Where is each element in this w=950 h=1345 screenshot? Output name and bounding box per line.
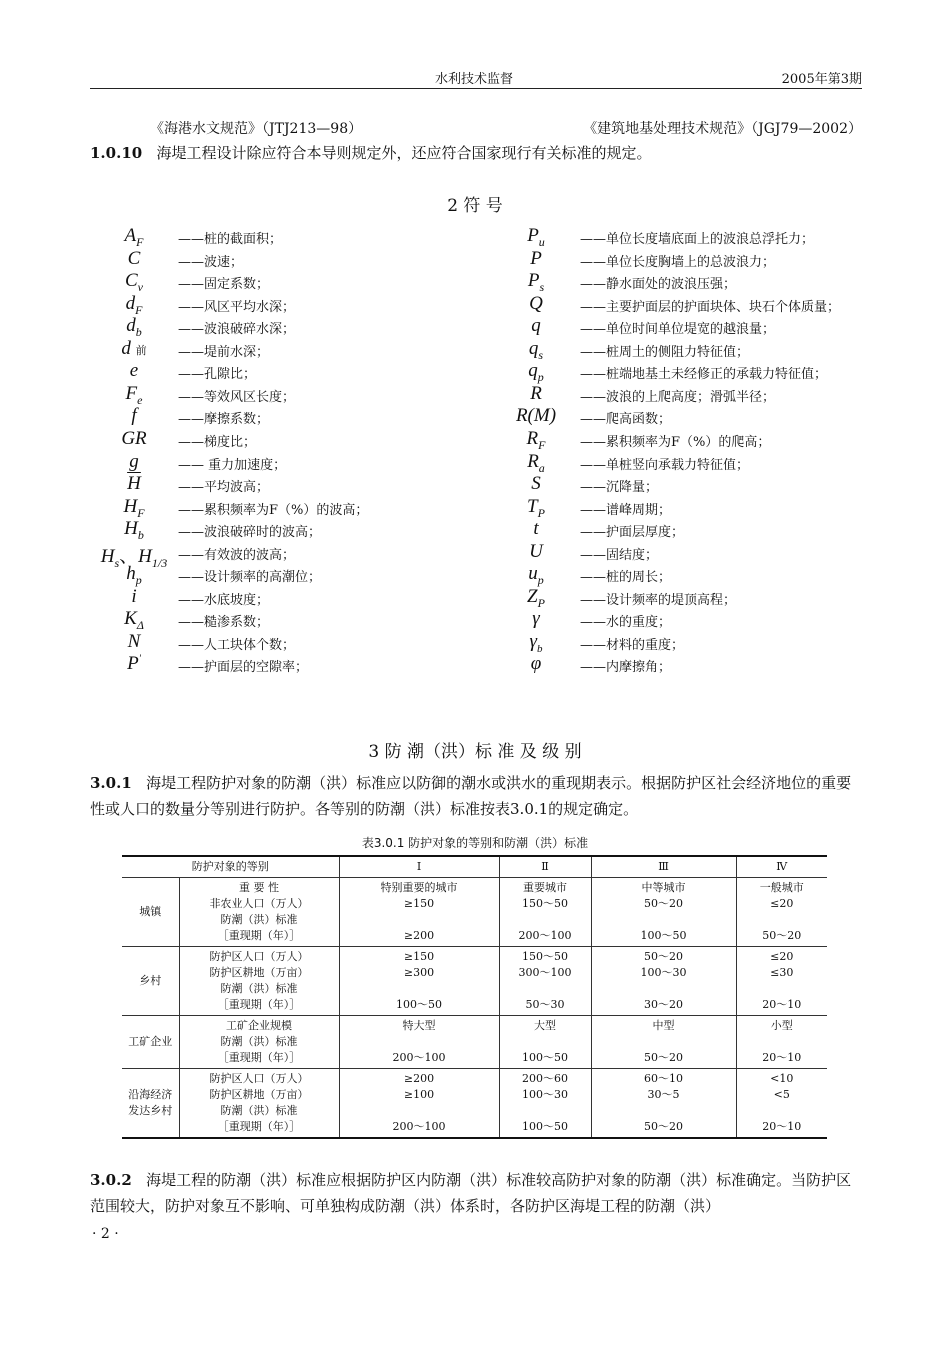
category-cell: 乡村 bbox=[122, 947, 179, 1016]
category-cell: 沿海经济发达乡村 bbox=[122, 1069, 179, 1139]
symbol-description: ——波浪破碎水深； bbox=[178, 322, 296, 338]
clause-text: 海堤工程防护对象的防潮（洪）标准应以防御的潮水或洪水的重现期表示。根据防护区社会经济地位的重要性或人口的数量分等别进行防护。各等别的防潮（洪）标准按表3.0.1的规定确定。 bbox=[90, 774, 852, 818]
symbol-description: ——材料的重度； bbox=[580, 637, 685, 653]
symbol-description: ——波速； bbox=[178, 254, 244, 270]
journal-title: 水利技术监督 bbox=[435, 72, 514, 87]
symbol-description: ——静水面处的波浪压强； bbox=[580, 277, 737, 293]
value-cell bbox=[499, 1016, 591, 1069]
header-cell: Ⅰ bbox=[339, 856, 499, 878]
symbol-description: ——堤前水深； bbox=[178, 344, 270, 360]
value-line: 50～20 bbox=[644, 950, 683, 963]
value-line: 大型 bbox=[534, 1019, 556, 1032]
symbol: f bbox=[131, 405, 137, 427]
standard-value: 200～100 bbox=[392, 1051, 446, 1064]
symbol-description: ——桩端地基土未经修正的承载力特征值； bbox=[580, 367, 828, 383]
standard-value: 200～100 bbox=[392, 1120, 446, 1133]
symbol: $\gamma_b$ bbox=[529, 630, 543, 655]
symbol-description: ——人工块体个数； bbox=[178, 637, 296, 653]
symbol: $u_p$ bbox=[528, 563, 544, 588]
symbol: $H_s$、$H_{1/3}$ bbox=[100, 545, 168, 570]
symbol: R bbox=[530, 382, 542, 404]
value-cell bbox=[499, 947, 591, 1016]
header-cell: 防护对象的等别 bbox=[122, 856, 339, 878]
item-line: 工矿企业规模 bbox=[226, 1019, 292, 1032]
symbol: d 前 bbox=[121, 337, 147, 359]
value-cell bbox=[736, 878, 827, 947]
item-line: ［重现期（年）］ bbox=[217, 998, 301, 1011]
symbol: $R_F$ bbox=[526, 427, 546, 452]
symbol-description: ——桩的截面积； bbox=[178, 232, 283, 247]
item-line: 防护区人口（万人） bbox=[209, 950, 309, 963]
symbol: $F_e$ bbox=[125, 382, 143, 407]
symbol-description: ——固定系数； bbox=[178, 277, 270, 293]
symbol-description: ——爬高函数； bbox=[580, 412, 672, 428]
symbol: $C_v$ bbox=[124, 270, 143, 294]
item-line: ［重现期（年）］ bbox=[217, 929, 301, 942]
item-line: 非农业人口（万人） bbox=[209, 897, 309, 910]
standard-value: 50～20 bbox=[762, 929, 802, 942]
symbol-description: ——桩周土的侧阻力特征值； bbox=[580, 344, 750, 360]
standard-value: ≥200 bbox=[403, 929, 435, 942]
symbol: $A_F$ bbox=[124, 225, 144, 249]
symbol-description: ——累积频率为F（%）的波高； bbox=[178, 502, 369, 518]
running-header bbox=[90, 66, 862, 89]
standards-table bbox=[122, 855, 827, 1139]
symbol: φ bbox=[530, 653, 542, 675]
standard-value: 100～50 bbox=[522, 1120, 568, 1133]
page-number: · 2 · bbox=[92, 1226, 119, 1242]
symbol: C bbox=[127, 247, 141, 269]
symbol-description: ——梯度比； bbox=[178, 434, 257, 450]
standard-value: 100～50 bbox=[396, 998, 442, 1011]
clause-text: 海堤工程的防潮（洪）标准应根据防护区内防潮（洪）标准较高防护对象的防潮（洪）标准确定。当防护区范围较大，防护对象互不影响、可单独构成防潮（洪）体系时，各防护区海堤工程的防潮（洪） bbox=[90, 1171, 852, 1215]
symbol: P' bbox=[127, 653, 141, 675]
table-header-row bbox=[122, 856, 827, 878]
item-line: 防潮（洪）标准 bbox=[220, 1104, 298, 1117]
symbol: P bbox=[530, 247, 542, 269]
clause-text: 海堤工程设计除应符合本导则规定外，还应符合国家现行有关标准的规定。 bbox=[156, 144, 652, 162]
symbol: $Z_P$ bbox=[527, 585, 545, 610]
value-line: ≥200 bbox=[403, 1072, 435, 1085]
item-cell bbox=[179, 1069, 339, 1139]
symbol-description: ——糙渗系数； bbox=[178, 615, 270, 631]
value-line: 100～30 bbox=[640, 966, 687, 979]
category-cell: 工矿企业 bbox=[122, 1016, 179, 1069]
symbol-description: ——谱峰周期； bbox=[580, 502, 672, 518]
value-cell bbox=[339, 1069, 499, 1139]
symbol-description: ——摩擦系数； bbox=[178, 412, 270, 428]
symbol-description: ——风区平均水深； bbox=[178, 299, 296, 315]
symbol-description: ——波浪破碎时的波高； bbox=[178, 525, 322, 541]
value-line: 一般城市 bbox=[759, 881, 804, 894]
symbol-description: ——累积频率为F（%）的爬高； bbox=[580, 434, 771, 450]
item-line: 防潮（洪）标准 bbox=[220, 1035, 298, 1048]
symbol: Q bbox=[529, 292, 543, 314]
item-line: 防潮（洪）标准 bbox=[220, 982, 298, 995]
value-cell bbox=[736, 947, 827, 1016]
symbol: $H_b$ bbox=[124, 518, 144, 542]
symbol: U bbox=[529, 540, 543, 562]
symbol: $q_p$ bbox=[528, 360, 544, 385]
symbol: q bbox=[531, 315, 541, 337]
symbol-description: ——主要护面层的护面块体、块石个体质量； bbox=[580, 299, 841, 315]
value-line: <5 bbox=[773, 1088, 790, 1101]
issue-label: 2005年第3期 bbox=[781, 72, 862, 87]
section-2-title: 2 符 号 bbox=[447, 196, 503, 216]
symbol: $\overline{H}$ bbox=[127, 473, 141, 495]
header-cell: Ⅲ bbox=[591, 856, 736, 878]
clause-number: 1.0.10 bbox=[90, 144, 143, 162]
value-line: 小型 bbox=[770, 1019, 793, 1032]
table-row bbox=[122, 1069, 827, 1139]
value-cell bbox=[499, 1069, 591, 1139]
value-cell bbox=[591, 878, 736, 947]
item-line: 防护区耕地（万亩） bbox=[209, 966, 309, 979]
clause-3-0-1 bbox=[90, 770, 862, 822]
value-line: 300～100 bbox=[518, 966, 572, 979]
symbol: $P_u$ bbox=[527, 225, 545, 249]
reference-right: 《建筑地基处理技术规范》（JGJ79—2002） bbox=[583, 121, 862, 137]
item-line: 防潮（洪）标准 bbox=[220, 913, 298, 926]
symbol: $K_\Delta$ bbox=[124, 608, 144, 633]
clause-number: 3.0.1 bbox=[90, 774, 132, 792]
standard-value: 20～10 bbox=[762, 1051, 802, 1064]
value-line: <10 bbox=[770, 1072, 794, 1085]
value-cell bbox=[736, 1016, 827, 1069]
symbol: $T_P$ bbox=[527, 495, 545, 520]
table-caption: 表3.0.1 防护对象的等别和防潮（洪）标准 bbox=[361, 836, 589, 850]
value-cell bbox=[591, 1069, 736, 1139]
symbol-description: ——设计频率的高潮位； bbox=[178, 570, 322, 586]
header-cell: Ⅳ bbox=[736, 856, 827, 878]
symbol-description: ——护面层的空隙率； bbox=[178, 660, 309, 676]
symbol: $h_p$ bbox=[126, 563, 142, 588]
value-cell bbox=[591, 947, 736, 1016]
value-line: ≥300 bbox=[403, 966, 435, 979]
standard-value: 30～20 bbox=[644, 998, 683, 1011]
value-line: ≥150 bbox=[403, 950, 435, 963]
value-cell bbox=[591, 1016, 736, 1069]
standard-value: 20～10 bbox=[762, 1120, 802, 1133]
standard-value: 100～50 bbox=[640, 929, 687, 942]
symbol: $d_b$ bbox=[126, 315, 142, 339]
item-line: ［重现期（年）］ bbox=[217, 1120, 301, 1133]
symbol: e bbox=[129, 360, 139, 382]
value-line: ≥150 bbox=[403, 897, 435, 910]
item-line: 防护区耕地（万亩） bbox=[209, 1088, 309, 1101]
clause-3-0-2 bbox=[90, 1167, 862, 1219]
symbol-description: ——单位长度墙底面上的波浪总浮托力； bbox=[580, 232, 815, 247]
value-line: 中型 bbox=[652, 1019, 675, 1032]
value-cell bbox=[736, 1069, 827, 1139]
value-line: ≥100 bbox=[403, 1088, 435, 1101]
symbol: $d_F$ bbox=[125, 292, 143, 317]
category-cell: 城镇 bbox=[122, 878, 179, 947]
table-row bbox=[122, 947, 827, 1016]
value-line: 重要城市 bbox=[523, 881, 567, 894]
table-row bbox=[122, 878, 827, 947]
symbol-description: ——单位时间单位堤宽的越浪量； bbox=[580, 322, 776, 338]
item-cell bbox=[179, 878, 339, 947]
symbol-description: ——等效风区长度； bbox=[178, 389, 296, 405]
symbol: S bbox=[531, 473, 541, 495]
symbol-description: ——单桩竖向承载力特征值； bbox=[580, 457, 750, 473]
item-cell bbox=[179, 947, 339, 1016]
value-line: ≤20 bbox=[770, 950, 794, 963]
symbol-description: ——平均波高； bbox=[178, 480, 270, 496]
symbol: $q_s$ bbox=[528, 337, 544, 362]
value-line: 150～50 bbox=[522, 950, 568, 963]
symbol-description: ——固结度； bbox=[580, 547, 659, 563]
symbol-description: ——水底坡度； bbox=[178, 592, 270, 608]
symbol: t bbox=[533, 518, 539, 540]
symbol-description: ——孔隙比； bbox=[178, 367, 257, 383]
symbol-description: ——有效波的波高； bbox=[178, 547, 296, 563]
symbol-description: ——沉降量； bbox=[580, 480, 659, 496]
standard-value: 200～100 bbox=[518, 929, 572, 942]
symbol-description: ——波浪的上爬高度；滑弧半径； bbox=[580, 389, 776, 405]
item-cell bbox=[179, 1016, 339, 1069]
value-line: ≤30 bbox=[770, 966, 794, 979]
symbol: $H_F$ bbox=[123, 495, 145, 520]
value-line: 特大型 bbox=[402, 1019, 436, 1032]
symbol-description: ——水的重度； bbox=[580, 615, 672, 631]
standard-value: 50～30 bbox=[525, 998, 565, 1011]
symbol-description: ——设计频率的堤顶高程； bbox=[580, 592, 737, 608]
value-line: 100～30 bbox=[522, 1088, 568, 1101]
item-line: 重 要 性 bbox=[239, 881, 279, 894]
standard-value: 100～50 bbox=[522, 1051, 568, 1064]
value-cell bbox=[339, 878, 499, 947]
symbol-description: ——单位长度胸墙上的总波浪力； bbox=[580, 254, 776, 270]
symbol: g bbox=[129, 450, 139, 472]
clause-1-0-10 bbox=[90, 140, 862, 166]
standard-value: 20～10 bbox=[762, 998, 802, 1011]
value-line: 200～60 bbox=[522, 1072, 568, 1085]
value-line: ≤20 bbox=[770, 897, 794, 910]
symbol: N bbox=[127, 630, 141, 652]
value-cell bbox=[339, 1016, 499, 1069]
value-cell bbox=[339, 947, 499, 1016]
symbol-description: ——桩的周长； bbox=[580, 570, 672, 586]
symbol: $R_a$ bbox=[527, 450, 545, 475]
reference-standards bbox=[90, 118, 862, 138]
value-line: 50～20 bbox=[644, 897, 683, 910]
symbol: R(M) bbox=[515, 405, 557, 427]
standard-value: 50～20 bbox=[644, 1051, 683, 1064]
standard-value: 50～20 bbox=[644, 1120, 683, 1133]
value-line: 中等城市 bbox=[641, 881, 686, 894]
symbol: γ bbox=[532, 608, 540, 630]
item-line: ［重现期（年）］ bbox=[217, 1051, 301, 1064]
reference-left: 《海港水文规范》（JTJ213—98） bbox=[150, 121, 363, 137]
symbol: i bbox=[131, 585, 137, 607]
value-cell bbox=[499, 878, 591, 947]
symbol-description: ——护面层厚度； bbox=[580, 525, 685, 541]
table-row bbox=[122, 1016, 827, 1069]
symbol: $P_s$ bbox=[527, 270, 545, 294]
header-cell: Ⅱ bbox=[499, 856, 591, 878]
item-line: 防护区人口（万人） bbox=[209, 1072, 309, 1085]
symbol-description: ——内摩擦角； bbox=[580, 660, 672, 676]
value-line: 30～5 bbox=[647, 1088, 680, 1101]
symbol-description: —— 重力加速度； bbox=[178, 457, 287, 473]
value-line: 60～10 bbox=[644, 1072, 683, 1085]
section-3-title: 3 防 潮（洪）标 准 及 级 别 bbox=[368, 742, 582, 762]
value-line: 特别重要的城市 bbox=[380, 881, 458, 894]
symbol: GR bbox=[121, 427, 147, 449]
value-line: 150～50 bbox=[522, 897, 568, 910]
clause-number: 3.0.2 bbox=[90, 1171, 132, 1189]
